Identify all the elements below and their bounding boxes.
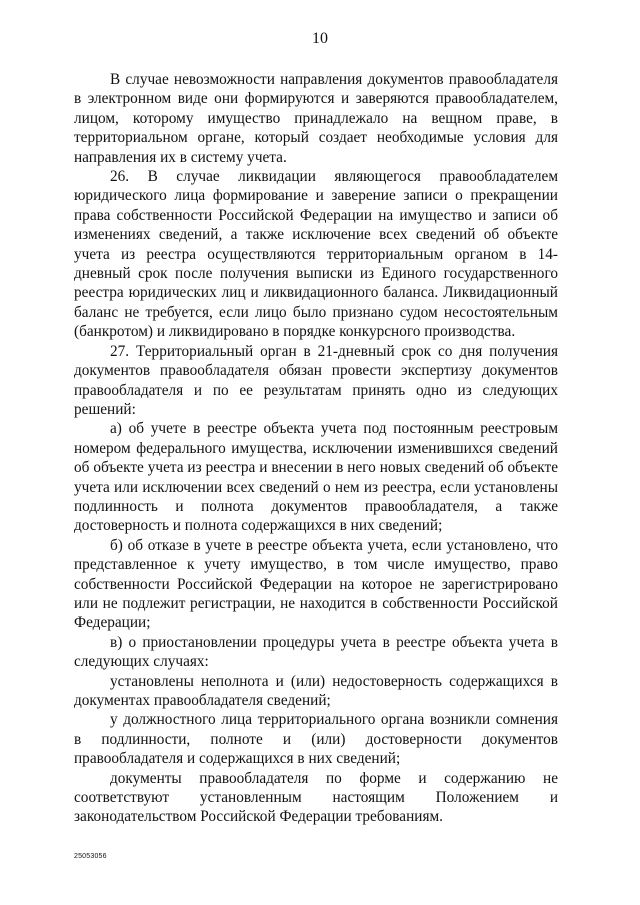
paragraph-27-a: а) об учете в реестре объекта учета под постоянным реестровым номером федерального имущества, исключении изменившихся сведений об объекте учета из реестра и внесении в него новых сведений об объекте учета или исключении всех сведений о нем из реестра, если установлены подлинность и полнота документов правообладателя, а также достоверность и полнота содержащихся в них сведений; [74, 420, 558, 535]
paragraph-27-b: б) об отказе в учете в реестре объекта учета, если установлено, что представленное к учету имущество, в том числе имущество, право собственности Российской Федерации на которое не зарегистрировано или не подлежит регистрации, не находится в собственности Российской Федерации; [74, 536, 558, 632]
paragraph-27-v: в) о приостановлении процедуры учета в реестре объекта учета в следующих случаях: [74, 633, 558, 671]
paragraph-case-3: документы правообладателя по форме и содержанию не соответствуют установленным настоящим Положением и законодательством Российской Федерации требованиям. [74, 769, 558, 826]
paragraph-intro: В случае невозможности направления документов правообладателя в электронном виде они формируются и заверяются правообладателем, лицом, которому имущество принадлежало на вещном праве, в территориальном органе, который создает необходимые условия для направления их в систему учета. [74, 71, 558, 166]
paragraph-case-2: у должностного лица территориального органа возникли сомнения в подлинности, полноте и (или) достоверности документов правообладателя и содержащихся в них сведений; [74, 711, 558, 768]
document-body [74, 70, 558, 827]
document-code: 25053056 [74, 853, 107, 860]
paragraph-case-1: установлены неполнота и (или) недостоверность содержащихся в документах правообладателя сведений; [74, 672, 558, 709]
paragraph-26: 26. В случае ликвидации являющегося правообладателем юридического лица формирование и заверение записи о прекращении права собственности Российской Федерации на имущество и записи об изменениях сведений, а также исключение всех сведений об объекте учета из реестра осуществляются территориальным органом в 14-дневный срок после получения выписки из Единого государственного реестра юридических лиц и ликвидационного баланса. Ликвидационный баланс не требуется, если лицо было признано судом несостоятельным (банкротом) и ликвидировано в порядке конкурсного производства. [74, 168, 558, 341]
page-number: 10 [312, 30, 328, 47]
paragraph-27: 27. Территориальный орган в 21-дневный срок со дня получения документов правообладателя обязан провести экспертизу документов правообладателя и по ее результатам принять одно из следующих решений: [74, 342, 558, 418]
